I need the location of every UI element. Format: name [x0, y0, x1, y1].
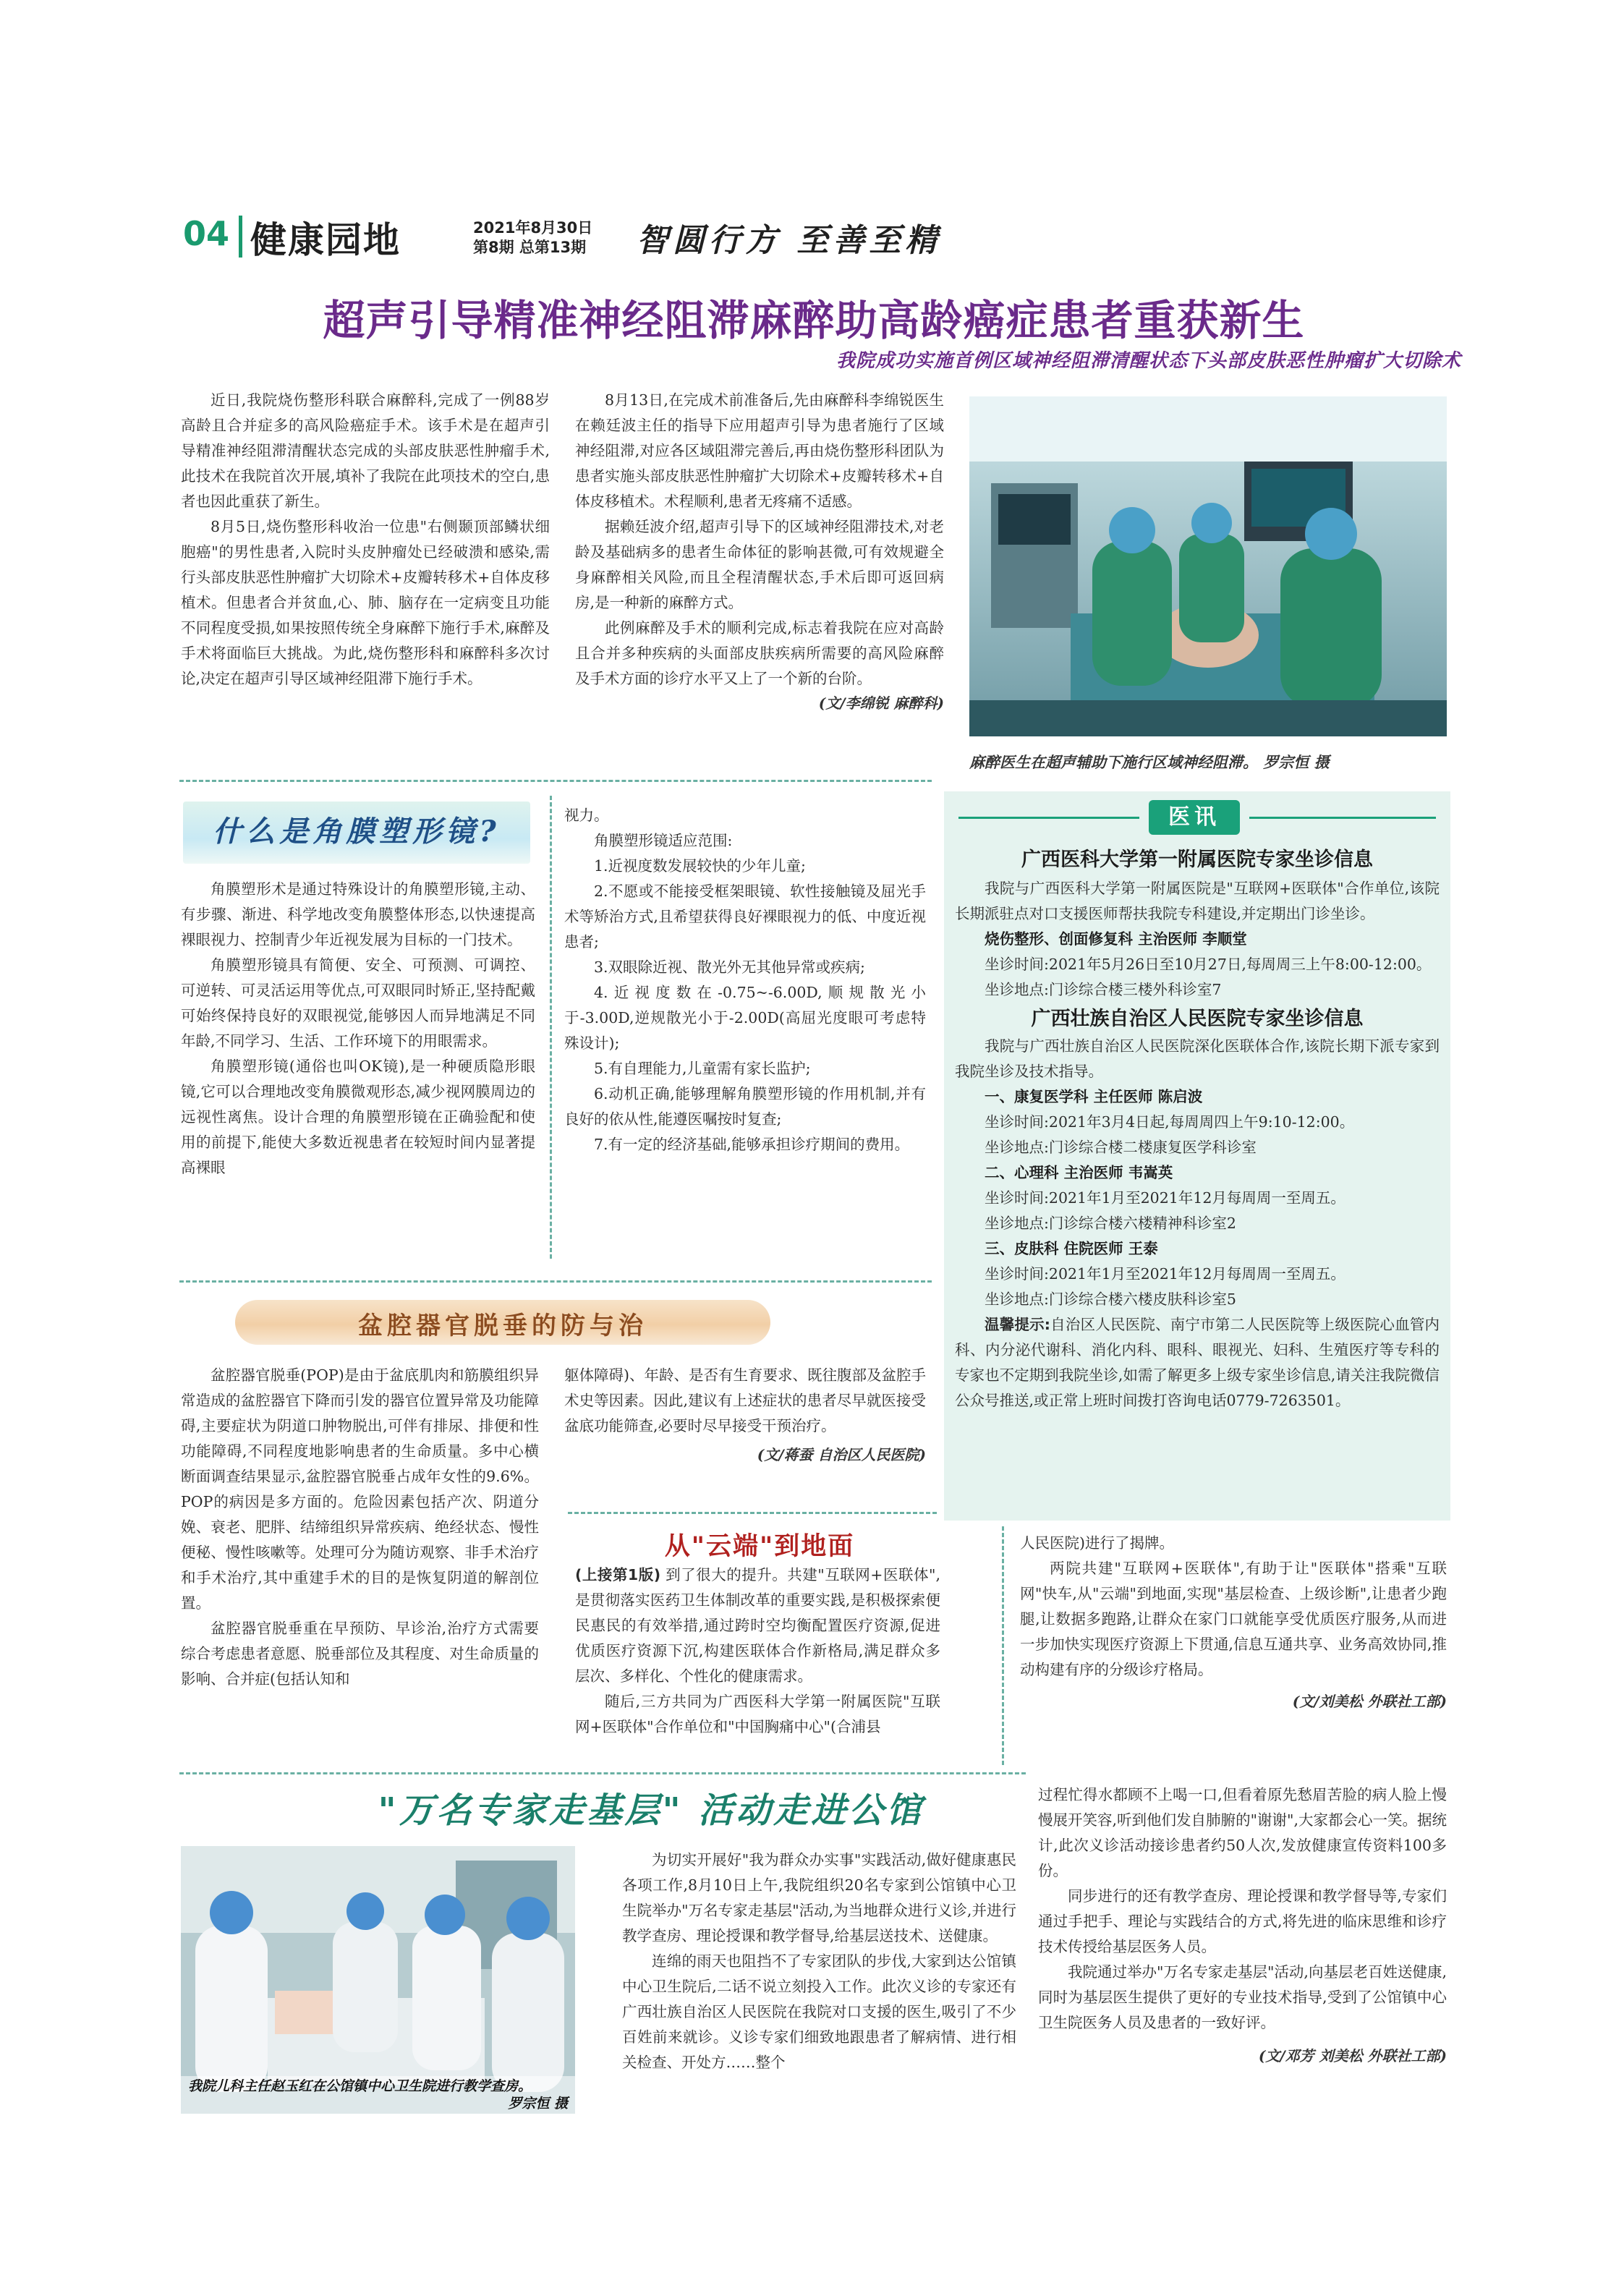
doctor-info: 二、心理科 主治医师 韦嵩英: [985, 1164, 1173, 1181]
med-tag-rule: [1249, 817, 1436, 819]
clinic-place: 坐诊地点:门诊综合楼六楼精神科诊室2: [985, 1215, 1236, 1232]
column-divider: [550, 796, 552, 1259]
header-divider: [239, 216, 242, 258]
clinic-place: 坐诊地点:门诊综合楼二楼康复医学科诊室: [985, 1139, 1257, 1156]
section-divider: [179, 1772, 1026, 1774]
cloud-column-2: [1020, 1531, 1447, 1711]
clinic-time: 坐诊时间:2021年5月26日至10月27日,每周周三上午8:00-12:00。: [985, 956, 1432, 973]
paragraph: 我院与广西壮族自治区人民医院深化医联体合作,该院长期下派专家到我院坐诊及技术指导。: [955, 1037, 1440, 1080]
paragraph: 近日,我院烧伤整形科联合麻醉科,完成了一例88岁高龄且合并症多的高风险癌症手术。该手术是在超声引导精准神经阻滞清醒状态完成的头部皮肤恶性肿瘤手术,此技术在我院首次开展,填补了我院在此项技术的空白,患者也因此重获了新生。: [181, 391, 550, 510]
medical-news-tag: 医讯: [1149, 800, 1240, 835]
issue-info: [473, 218, 592, 258]
photo2-caption: [188, 2078, 568, 2112]
paragraph: 我院与广西医科大学第一附属医院是"互联网+医联体"合作单位,该院长期派驻点对口支援医师帮扶我院专科建设,并定期出门诊坐诊。: [955, 880, 1440, 922]
paragraph: 人民医院)进行了揭牌。: [1020, 1534, 1174, 1552]
paragraph: 8月13日,在完成术前准备后,先由麻醉科李绵锐医生在赖廷波主任的指导下应用超声引导为患者施行了区域神经阻滞,对应各区域阻滞完善后,再由烧伤整形科团队为患者实施头部皮肤恶性肿瘤扩大切除术+皮瓣转移术+自体皮移植术。术程顺利,患者无疼痛不适感。: [575, 391, 944, 510]
experts-column-2: [1038, 1782, 1447, 2065]
paragraph: 两院共建"互联网+医联体",有助于让"医联体"搭乘"互联网"快车,从"云端"到地面,实现"基层检查、上级诊断",让患者少跑腿,让数据多跑路,让群众在家门口就能享受优质医疗服务,从而进一步加快实现医疗资源上下贯通,信息互通共享、业务高效协同,推动构建有序的分级诊疗格局。: [1020, 1560, 1447, 1678]
paragraph: 盆腔器官脱垂(POP)是由于盆底肌肉和筋膜组织异常造成的盆腔器官下降而引发的器官位置异常及功能障碍,主要症状为阴道口肿物脱出,可伴有排尿、排便和性功能障碍,不同程度地影响患者的生命质量。多中心横断面调查结果显示,盆腔器官脱垂占成年女性的9.6%。POP的病因是多方面的。危险因素包括产次、阴道分娩、衰老、肥胖、结缔组织异常疾病、绝经状态、慢性便秘、慢性咳嗽等。处理可分为随访观察、非手术治疗和手术治疗,其中重建手术的目的是恢复阴道的解剖位置。: [181, 1366, 539, 1612]
paragraph: 此例麻醉及手术的顺利完成,标志着我院在应对高龄且合并多种疾病的头面部皮肤疾病所需要的高风险麻醉及手术方面的诊疗水平又上了一个新的台阶。: [575, 619, 944, 687]
doctor-info: 一、康复医学科 主任医师 陈启波: [985, 1088, 1203, 1105]
list-item: 4.近视度数在-0.75~-6.00D,顺规散光小于-3.00D,逆规散光小于-2.00D(高屈光度眼可考虑特殊设计);: [564, 984, 926, 1052]
paragraph: 8月5日,烧伤整形科收治一位患"右侧颞顶部鳞状细胞癌"的男性患者,入院时头皮肿瘤处已经破溃和感染,需行头部皮肤恶性肿瘤扩大切除术+皮瓣转移术+自体皮移植术。但患者合并贫血,心、肺、脑存在一定病变且功能不同程度受损,如果按照传统全身麻醉下施行手术,麻醉及手术将面临巨大挑战。为此,烧伤整形科和麻醉科多次讨论,决定在超声引导区域神经阻滞下施行手术。: [181, 518, 550, 687]
paragraph: 同步进行的还有教学查房、理论授课和教学督导等,专家们通过手把手、理论与实践结合的方式,将先进的临床思维和诊疗技术传授给基层医务人员。: [1038, 1887, 1447, 1955]
continued-label: (上接第1版): [575, 1566, 661, 1583]
surgery-photo-caption: 麻醉医生在超声辅助下施行区域神经阻滞。 罗宗恒 摄: [969, 753, 1330, 771]
pop-column-1: [181, 1363, 539, 1692]
paragraph-text: 到了很大的提升。共建"互联网+医联体",是贯彻落实医药卫生体制改革的重要实践,是积极探索便民惠民的有效举措,通过跨时空均衡配置医疗资源,促进优质医疗资源下沉,构建医联体合作新格局,满足群众多层次、多样化、个性化的健康需求。: [575, 1566, 940, 1685]
section-divider: [179, 780, 932, 782]
clinic-place: 坐诊地点:门诊综合楼六楼皮肤科诊室5: [985, 1291, 1236, 1308]
hospital-motto: 智圆行方 至善至精: [637, 222, 942, 259]
pop-byline: (文/蒋蚕 自治区人民医院): [757, 1446, 926, 1463]
column-divider: [1002, 1526, 1004, 1765]
doctor-info: 烧伤整形、创面修复科 主治医师 李顺堂: [985, 930, 1247, 948]
clinic-time: 坐诊时间:2021年3月4日起,每周周四上午9:10-12:00。: [985, 1113, 1355, 1131]
experts-byline: (文/邓芳 刘美松 外联社工部): [1258, 2047, 1447, 2065]
experts-column-1: [622, 1848, 1016, 2075]
list-item: 6.动机正确,能够理解角膜塑形镜的作用机制,并有良好的依从性,能遵医嘱按时复查;: [564, 1085, 926, 1128]
pop-title: 盆腔器官脱垂的防与治: [358, 1311, 647, 1340]
cloud-title: 从"云端"到地面: [664, 1532, 855, 1561]
clinic-time: 坐诊时间:2021年1月至2021年12月每周周一至周五。: [985, 1265, 1345, 1283]
section-divider: [179, 1280, 932, 1283]
doctor-info: 三、皮肤科 住院医师 王泰: [985, 1240, 1158, 1257]
med-tag-rule: [958, 817, 1139, 819]
list-item: 3.双眼除近视、散光外无其他异常或疾病;: [594, 958, 865, 976]
teaching-round-photo: [181, 1846, 575, 2114]
art1-byline: (文/李绵锐 麻醉科): [818, 694, 944, 712]
tip-text: 自治区人民医院、南宁市第二人民医院等上级医院心血管内科、内分泌代谢科、消化内科、眼科、眼视光、妇科、生殖医疗等专科的专家也不定期到我院坐诊,如需了解更多上级专家坐诊信息,请关注我院微信公众号推送,或正常上班时间拨打咨询电话0779-7263501。: [955, 1316, 1440, 1409]
art1-subtitle: 我院成功实施首例区域神经阻滞清醒状态下头部皮肤恶性肿瘤扩大切除术: [836, 350, 1461, 372]
issue-date: 2021年8月30日: [473, 219, 593, 237]
medical-news-content: [955, 843, 1440, 1413]
art1-column-2: [575, 388, 944, 713]
column-title: 健康园地: [250, 218, 401, 261]
surgery-photo: [969, 396, 1447, 736]
orthok-column-1: [181, 877, 535, 1181]
photo2-credit: 罗宗恒 摄: [508, 2096, 568, 2112]
list-item: 2.不愿或不能接受框架眼镜、软性接触镜及屈光手术等矫治方式,且希望获得良好裸眼视力的低、中度近视患者;: [564, 883, 926, 951]
section-divider: [568, 1512, 937, 1514]
list-item: 5.有自理能力,儿童需有家长监护;: [594, 1060, 811, 1077]
clinic-place: 坐诊地点:门诊综合楼三楼外科诊室7: [985, 981, 1222, 998]
orthok-column-2: [564, 803, 926, 1157]
tip-paragraph: [955, 1312, 1440, 1413]
cloud-byline: (文/刘美松 外联社工部): [1292, 1693, 1447, 1710]
paragraph: 为切实开展好"我为群众办实事"实践活动,做好健康惠民各项工作,8月10日上午,我院组织20名专家到公馆镇中心卫生院举办"万名专家走基层"活动,为当地群众进行义诊,并进行教学查房、理论授课和教学督导,给基层送技术、送健康。: [622, 1851, 1016, 1944]
paragraph: 角膜塑形镜具有简便、安全、可预测、可调控、可逆转、可灵活运用等优点,可双眼同时矫正,坚持配戴可始终保持良好的双眼视觉,能够因人而异地满足不同年龄,不同学习、生活、工作环境下的用眼需求。: [181, 956, 535, 1050]
art1-column-1: [181, 388, 550, 692]
paragraph: [575, 1562, 940, 1689]
orthok-title: 什么是角膜塑形镜?: [213, 815, 501, 849]
ward-illustration: [181, 1846, 575, 2114]
clinic-time: 坐诊时间:2021年1月至2021年12月每周周一至周五。: [985, 1189, 1345, 1207]
paragraph: 据赖廷波介绍,超声引导下的区域神经阻滞技术,对老龄及基础病多的患者生命体征的影响甚微,可有效规避全身麻醉相关风险,而且全程清醒状态,手术后即可返回病房,是一种新的麻醉方式。: [575, 518, 944, 611]
paragraph: 角膜塑形术是通过特殊设计的角膜塑形镜,主动、有步骤、渐进、科学地改变角膜整体形态,以快速提高裸眼视力、控制青少年近视发展为目标的一门技术。: [181, 880, 535, 948]
paragraph: 视力。: [564, 807, 609, 824]
surgery-illustration: [969, 396, 1447, 736]
photo2-caption-text: 我院儿科主任赵玉红在公馆镇中心卫生院进行教学查房。: [188, 2078, 532, 2094]
med-heading-2: 广西壮族自治区人民医院专家坐诊信息: [1031, 1008, 1364, 1030]
paragraph: 我院通过举办"万名专家走基层"活动,向基层老百姓送健康,同时为基层医生提供了更好的专业技术指导,受到了公馆镇中心卫生院医务人员及患者的一致好评。: [1038, 1963, 1447, 2031]
cloud-column-1: [575, 1562, 940, 1740]
paragraph: 过程忙得水都顾不上喝一口,但看着原先愁眉苦脸的病人脸上慢慢展开笑容,听到他们发自肺腑的"谢谢",大家都会心一笑。据统计,此次义诊活动接诊患者约50人次,发放健康宣传资料100多份。: [1038, 1786, 1447, 1879]
list-item: 7.有一定的经济基础,能够承担诊疗期间的费用。: [594, 1136, 910, 1153]
list-item: 1.近视度数发展较快的少年儿童;: [594, 857, 806, 875]
paragraph: 躯体障碍)、年龄、是否有生育要求、既往腹部及盆腔手术史等因素。因此,建议有上述症状的患者尽早就医接受盆底功能筛查,必要时尽早接受干预治疗。: [564, 1366, 926, 1434]
paragraph: 盆腔器官脱垂重在早预防、早诊治,治疗方式需要综合考虑患者意愿、脱垂部位及其程度、对生命质量的影响、合并症(包括认知和: [181, 1620, 539, 1688]
med-heading-1: 广西医科大学第一附属医院专家坐诊信息: [1021, 849, 1373, 871]
art1-headline: 超声引导精准神经阻滞麻醉助高龄癌症患者重获新生: [323, 296, 1305, 345]
issue-number: 第8期 总第13期: [473, 239, 587, 256]
pop-column-2: [564, 1363, 926, 1464]
page-number: 04: [183, 214, 230, 253]
tip-label: 温馨提示:: [985, 1316, 1050, 1333]
paragraph: 连绵的雨天也阻挡不了专家团队的步伐,大家到达公馆镇中心卫生院后,二话不说立刻投入工作。此次义诊的专家还有广西壮族自治区人民医院在我院对口支援的医生,吸引了不少百姓前来就诊。义诊专家们细致地跟患者了解病情、进行相关检查、开处方……整个: [622, 1952, 1016, 2071]
list-item: 角膜塑形镜适应范围:: [594, 832, 733, 849]
paragraph: 角膜塑形镜(通俗也叫OK镜),是一种硬质隐形眼镜,它可以合理地改变角膜微观形态,减少视网膜周边的远视性离焦。设计合理的角膜塑形镜在正确验配和使用的前提下,能使大多数近视患者在较短时间内显著提高裸眼: [181, 1058, 535, 1176]
experts-title: "万名专家走基层" 活动走进公馆: [378, 1790, 924, 1831]
paragraph: 随后,三方共同为广西医科大学第一附属医院"互联网+医联体"合作单位和"中国胸痛中心"(合浦县: [575, 1693, 940, 1735]
